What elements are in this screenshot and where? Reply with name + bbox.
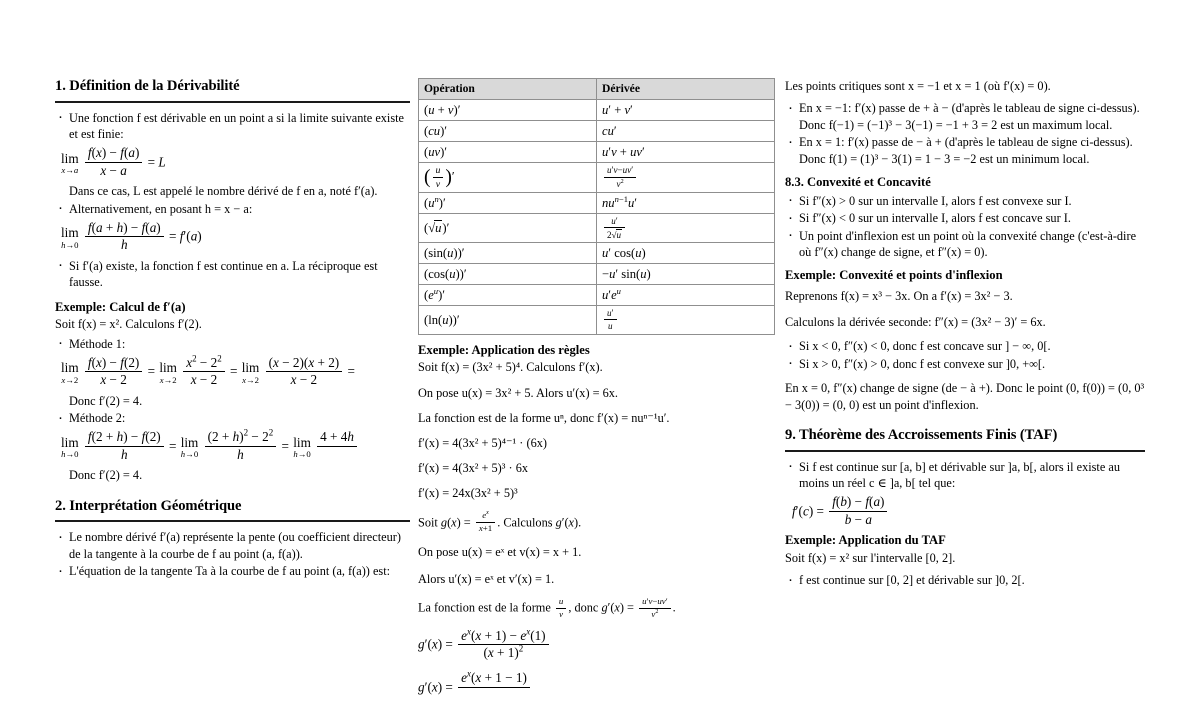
fraction-2: $\frac{x^2 - 2^2}{x - 2}$ bbox=[183, 356, 224, 389]
heading-rule bbox=[55, 101, 410, 103]
table-row bbox=[419, 163, 775, 193]
cell-operation: (ln(u))′ bbox=[419, 306, 597, 334]
example-heading-convexite: Exemple: Convexité et points d'inflexion bbox=[785, 267, 1003, 282]
table-row bbox=[419, 285, 775, 306]
limit-operator: lim h→0 bbox=[180, 434, 199, 460]
equals-1: = bbox=[147, 363, 156, 379]
column-right bbox=[785, 78, 1145, 626]
bullet-text-tangente: L'équation de la tangente Ta à la courbe de f au point (a, f(a)) est: bbox=[69, 564, 391, 579]
example-taf-intro: Soit f(x) = x² sur l'intervalle [0, 2]. bbox=[785, 550, 956, 565]
methods-list bbox=[55, 336, 410, 484]
difference-quotient-h: $\frac{f(a + h) - f(a)}{h}$ bbox=[85, 221, 164, 254]
section-heading-interpretation: 2. Interprétation Géométrique bbox=[55, 497, 242, 514]
example-rules-step-3: f′(x) = 24x(3x² + 5)³ bbox=[418, 485, 518, 500]
method-1-result: Donc f′(2) = 4. bbox=[69, 393, 143, 408]
fraction-4: $\frac{f(2 + h) - f(2)}{h}$ bbox=[85, 430, 164, 463]
table-row bbox=[419, 142, 775, 163]
cell-operation: (cos(u))′ bbox=[419, 264, 597, 285]
method-2-label: Méthode 2: bbox=[69, 411, 126, 426]
critical-point-plus-one: En x = 1: f′(x) passe de − à + (d'après le tableau de signe ci-dessus). Donc f(1) = (1)³ − 3(1) = 1 − 3 = −2 est un minimum local. bbox=[799, 135, 1133, 166]
example-rules-line-6: Alors u′(x) = eˣ et v′(x) = 1. bbox=[418, 571, 555, 586]
formula-limit-definition bbox=[60, 147, 410, 180]
bullet-text-continuity: Si f′(a) existe, la fonction f est continue en a. La réciproque est fausse. bbox=[69, 258, 378, 290]
list-item bbox=[785, 356, 1145, 372]
cell-operation: (√u)′ bbox=[419, 214, 597, 243]
formula-method-1 bbox=[60, 353, 410, 389]
list-item bbox=[55, 529, 410, 562]
section-heading-definition: 1. Définition de la Dérivabilité bbox=[55, 78, 240, 94]
derivative-rules-table bbox=[418, 78, 775, 335]
bullet-text-substitution: Alternativement, en posant h = x − a: bbox=[69, 201, 253, 216]
limit-operator: lim x→2 bbox=[159, 360, 177, 385]
bullet-text-pente: Le nombre dérivé f′(a) représente la pente (ou coefficient directeur) de la tangente à la courbe de f au point (a, f(a)). bbox=[69, 530, 401, 561]
table-row bbox=[419, 264, 775, 285]
example-intro-text: Soit f(x) = x². Calculons f′(2). bbox=[55, 317, 202, 332]
list-item bbox=[785, 228, 1145, 261]
equals-3: = bbox=[347, 363, 355, 379]
critical-points-intro: Les points critiques sont x = −1 et x = 1 (où f′(x) = 0). bbox=[785, 79, 1051, 93]
table-row bbox=[419, 193, 775, 214]
fraction-gprime-simplified: $e^x(x + 1 - 1)$ bbox=[458, 671, 530, 704]
list-item bbox=[785, 210, 1145, 226]
cell-operation: ( $\frac{u}{v}$ )′ bbox=[419, 163, 597, 193]
cell-operation: (sin(u))′ bbox=[419, 243, 597, 264]
bullet-text-derivable-def: Une fonction f est dérivable en un point a si la limite suivante existe et est finie: bbox=[69, 110, 405, 142]
cell-derivative: u′ cos(u) bbox=[597, 243, 775, 264]
list-item bbox=[785, 134, 1145, 167]
table-row bbox=[419, 214, 775, 243]
list-item bbox=[55, 336, 410, 410]
column-left bbox=[55, 78, 418, 626]
fraction-1: $\frac{f(x) - f(2)}{x - 2}$ bbox=[85, 356, 142, 389]
table-row bbox=[419, 243, 775, 264]
fraction-taf: $\frac{f(b) - f(a)}{b - a}$ bbox=[829, 495, 887, 528]
fraction-quotient-rule: $\frac{u'v-uv'}{v^2}$ bbox=[639, 597, 671, 620]
example-convex-line-2: Calculons la dérivée seconde: f″(x) = (3x² − 3)′ = 6x. bbox=[785, 314, 1046, 329]
list-item bbox=[785, 193, 1145, 209]
example-rules-line-4: Soit g(x) = $\frac{e^x}{x+1}$ . Calculons g′(x). bbox=[418, 510, 582, 534]
cell-operation: (cu)′ bbox=[419, 121, 597, 142]
equals-5: = bbox=[281, 437, 289, 453]
interval-convex: Si x > 0, f″(x) > 0, donc f est convexe sur ]0, +∞[. bbox=[799, 356, 1046, 371]
equals-2: = bbox=[230, 363, 238, 379]
fraction-gprime-expanded: $\frac{e^x(x + 1) - e^x(1)}{(x + 1)^2}$ bbox=[458, 629, 548, 662]
list-item bbox=[785, 100, 1145, 133]
cell-derivative: $\frac{u'}{2√u}$ bbox=[597, 214, 775, 243]
table-row bbox=[419, 100, 775, 121]
fraction-3: $\frac{(x - 2)(x + 2)}{x - 2}$ bbox=[266, 356, 343, 389]
equals-fprime-a: = f′(a) bbox=[169, 228, 202, 244]
convexity-rule-positive: Si f″(x) > 0 sur un intervalle I, alors f est convexe sur I. bbox=[799, 193, 1072, 208]
fraction-ex-over-x-plus-1: $\frac{e^x}{x+1}$ bbox=[476, 511, 495, 534]
cell-operation: $(u^n)'$ bbox=[419, 193, 597, 214]
cell-derivative: $\frac{u'v-uv'}{v^2}$ bbox=[597, 163, 775, 193]
formula-method-2 bbox=[60, 427, 410, 464]
list-item bbox=[55, 563, 410, 579]
section-heading-taf: 9. Théorème des Accroissements Finis (TAF) bbox=[785, 426, 1058, 443]
list-item bbox=[55, 201, 410, 254]
limit-operator: lim h→0 bbox=[61, 434, 79, 460]
cell-operation: (u + v)′ bbox=[419, 100, 597, 121]
cell-derivative: u′v + uv′ bbox=[597, 142, 775, 163]
cell-derivative: $u'e^u$ bbox=[597, 285, 775, 306]
table-row bbox=[419, 306, 775, 334]
taf-condition-continuity: f est continue sur [0, 2] et dérivable sur ]0, 2[. bbox=[799, 573, 1025, 588]
taf-statement-text: Si f est continue sur [a, b] et dérivable sur ]a, b[, alors il existe au moins un réel c ∈ ]a, b[ tel que: bbox=[799, 459, 1120, 491]
subsection-heading-convexite: 8.3. Convexité et Concavité bbox=[785, 175, 931, 190]
example-rules-step-5: g′(x) = $e^x(x + 1 - 1)$ bbox=[418, 672, 775, 704]
convexity-rules-list bbox=[785, 193, 1145, 261]
difference-quotient: $\frac{f(x) - f(a)}{x - a}$ bbox=[85, 146, 142, 179]
list-item bbox=[785, 572, 1145, 588]
fraction-6: 4 + 4h bbox=[317, 430, 357, 463]
list-item bbox=[785, 338, 1145, 354]
cell-operation: (uv)′ bbox=[419, 142, 597, 163]
example-rules-line-7: La fonction est de la forme $\frac{u}{v}$ , donc g′(x) = $\frac{u'v-uv'}{v^2}$ . bbox=[418, 595, 676, 619]
limit-operator: lim x→2 bbox=[241, 360, 260, 385]
cell-derivative: −u′ sin(u) bbox=[597, 264, 775, 285]
example-heading-application-regles: Exemple: Application des règles bbox=[418, 342, 590, 357]
heading-rule bbox=[55, 520, 410, 522]
fraction-u-over-v: $\frac{u}{v}$ bbox=[556, 597, 566, 620]
method-1-label: Méthode 1: bbox=[69, 336, 126, 351]
three-column-layout bbox=[55, 78, 1145, 694]
table-header-operation: Opération bbox=[419, 79, 597, 100]
convexity-rule-negative: Si f″(x) < 0 sur un intervalle I, alors f est concave sur I. bbox=[799, 211, 1071, 226]
limit-operator: lim h→0 bbox=[293, 434, 311, 460]
convexity-intervals-list bbox=[785, 338, 1145, 372]
geometry-bullet-list bbox=[55, 529, 410, 579]
table-header-row bbox=[419, 79, 775, 100]
method-2-result: Donc f′(2) = 4. bbox=[69, 468, 143, 483]
critical-point-minus-one: En x = −1: f′(x) passe de + à − (d'après le tableau de signe ci-dessus). Donc f(−1) = (−1)³ − 3(−1) = −1 + 3 = 2 est un maximum local. bbox=[799, 101, 1140, 132]
fraction-5: $\frac{(2 + h)^2 - 2^2}{h}$ bbox=[205, 430, 277, 463]
list-item bbox=[55, 258, 410, 291]
list-item bbox=[55, 110, 410, 200]
example-convex-conclusion: En x = 0, f″(x) change de signe (de − à +). Donc le point (0, f(0)) = (0, 0³ − 3(0)) = (0, 0) est un point d'inflexion. bbox=[785, 381, 1145, 412]
example-rules-step-4: g′(x) = $\frac{e^x(x + 1) - e^x(1)}{(x + 1)^2}$ bbox=[418, 629, 775, 662]
example-rules-step-2: f′(x) = 4(3x² + 5)³ · 6x bbox=[418, 461, 528, 476]
definition-bullet-list bbox=[55, 110, 410, 291]
column-middle bbox=[418, 78, 785, 694]
equals-L: = L bbox=[147, 154, 166, 170]
example-rules-line-5: On pose u(x) = eˣ et v(x) = x + 1. bbox=[418, 545, 582, 560]
taf-statement-list bbox=[785, 459, 1145, 529]
example-rules-line-3: La fonction est de la forme uⁿ, donc f′(x) = nuⁿ⁻¹u′. bbox=[418, 411, 670, 426]
inflexion-point-definition: Un point d'inflexion est un point où la convexité change (c'est-à-dire où f″(x) change de signe, et f″(x) = 0). bbox=[799, 228, 1137, 260]
limit-operator: lim h→0 bbox=[61, 225, 79, 250]
example-heading-taf: Exemple: Application du TAF bbox=[785, 533, 946, 548]
cell-derivative: $\frac{u'}{u}$ bbox=[597, 306, 775, 334]
example-convex-line-1: Reprenons f(x) = x³ − 3x. On a f′(x) = 3x² − 3. bbox=[785, 288, 1013, 303]
formula-limit-h-definition bbox=[60, 221, 410, 254]
limit-operator: lim x→2 bbox=[61, 360, 79, 385]
note-nombre-derive: Dans ce cas, L est appelé le nombre dérivé de f en a, noté f′(a). bbox=[69, 184, 378, 199]
example-heading-calcul-fprime: Exemple: Calcul de f′(a) bbox=[55, 299, 186, 314]
cell-derivative: u′ + v′ bbox=[597, 100, 775, 121]
list-item bbox=[785, 459, 1145, 529]
cell-derivative: $nu^{n-1}u'$ bbox=[597, 193, 775, 214]
limit-operator: lim x→a bbox=[61, 151, 79, 176]
list-item bbox=[55, 410, 410, 484]
interval-concave: Si x < 0, f″(x) < 0, donc f est concave sur ] − ∞, 0[. bbox=[799, 339, 1051, 354]
example-rules-line-1: Soit f(x) = (3x² + 5)⁴. Calculons f′(x). bbox=[418, 360, 603, 375]
table-header-derivative: Dérivée bbox=[597, 79, 775, 100]
example-rules-step-1: f′(x) = 4(3x² + 5)⁴⁻¹ · (6x) bbox=[418, 436, 547, 451]
equals-4: = bbox=[168, 437, 177, 453]
heading-rule bbox=[785, 450, 1145, 452]
cell-operation: $(e^u)'$ bbox=[419, 285, 597, 306]
taf-conditions-list bbox=[785, 572, 1145, 588]
table-row bbox=[419, 121, 775, 142]
critical-points-list bbox=[785, 100, 1145, 167]
cell-derivative: cu′ bbox=[597, 121, 775, 142]
formula-taf: f′(c) = $\frac{f(b) - f(a)}{b - a}$ bbox=[792, 496, 1145, 529]
example-rules-line-2: On pose u(x) = 3x² + 5. Alors u′(x) = 6x. bbox=[418, 385, 619, 400]
